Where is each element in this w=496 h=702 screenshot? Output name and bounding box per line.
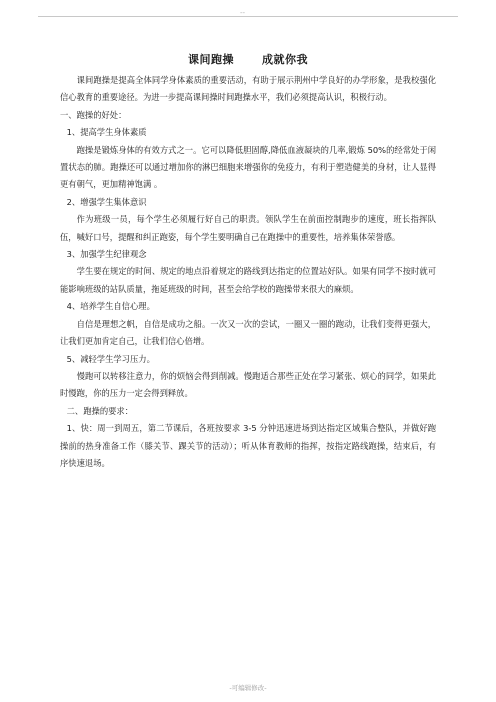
subheading-fitness: 1、提高学生身体素质 <box>66 127 147 138</box>
paragraph-intro: 课间跑操是提高全体同学身体素质的重要活动，有助于展示荆州中学良好的办学形象，是我校强化信心教育的重要途径。为进一步提高课间操时间跑操水平，我们必须提高认识，积极行动。 <box>60 75 436 103</box>
page-title <box>0 51 496 67</box>
subheading-pressure: 5、减轻学生学习压力。 <box>66 353 155 364</box>
subheading-discipline: 3、加强学生纪律观念 <box>66 249 147 260</box>
page-footer: -可编辑修改- <box>229 684 267 692</box>
document-body <box>60 72 436 472</box>
title-right: 成就你我 <box>262 53 308 66</box>
subheading-collective: 2、增强学生集体意识 <box>66 196 147 207</box>
paragraph-confidence: 自信是理想之帆，自信是成功之船。一次又一次的尝试，一圈又一圈的跑动，让我们变得更强大，让我们更加肯定自己，让我们信心倍增。 <box>60 318 436 347</box>
paragraph-discipline: 学生要在规定的时间、规定的地点沿着规定的路线到达指定的位置站好队。如果有同学不按时就可能影响班级的站队质量，拖延班级的时间，甚至会给学校的跑操带来很大的麻烦。 <box>60 266 436 294</box>
title-left: 课间跑操 <box>188 53 234 66</box>
section-heading-requirements: 二、跑操的要求： <box>66 405 134 416</box>
header-rule <box>38 16 458 17</box>
paragraph-collective: 作为班级一员，每个学生必须履行好自己的职责。领队学生在前面控制跑步的速度，班长指挥队伍，喊好口号，提醒和纠正跑姿，每个学生要明确自己在跑操中的重要性，培养集体荣誉感。 <box>60 214 436 242</box>
paragraph-requirement-fast: 1、快：周一到周五，第二节课后，各班按要求 3-5 分钟迅速进场到达指定区域集合整队，并做好跑操前的热身准备工作（膝关节、踝关节的活动）；听从体育教师的指挥，按指定路线跑操，结束后，有序快速退场。 <box>60 423 436 468</box>
header-mark: -- <box>240 9 246 17</box>
paragraph-pressure: 慢跑可以转移注意力，你的烦恼会得到削减。慢跑适合那些正处在学习紧张、烦心的同学，如果此时慢跑，你的压力一定会得到释放。 <box>60 370 436 399</box>
section-heading-benefits: 一、跑操的好处： <box>60 109 127 120</box>
paragraph-fitness: 跑操是锻炼身体的有效方式之一。它可以降低胆固醇,降低血液凝块的几率,锻炼 50%的经常处于闲置状态的肺。跑操还可以通过增加你的淋巴细胞来增强你的免疫力，有利于塑造健美的身材，让人显得更有朝气，更加精神饱满 。 <box>60 144 436 190</box>
subheading-confidence: 4、培养学生自信心理。 <box>66 301 155 312</box>
